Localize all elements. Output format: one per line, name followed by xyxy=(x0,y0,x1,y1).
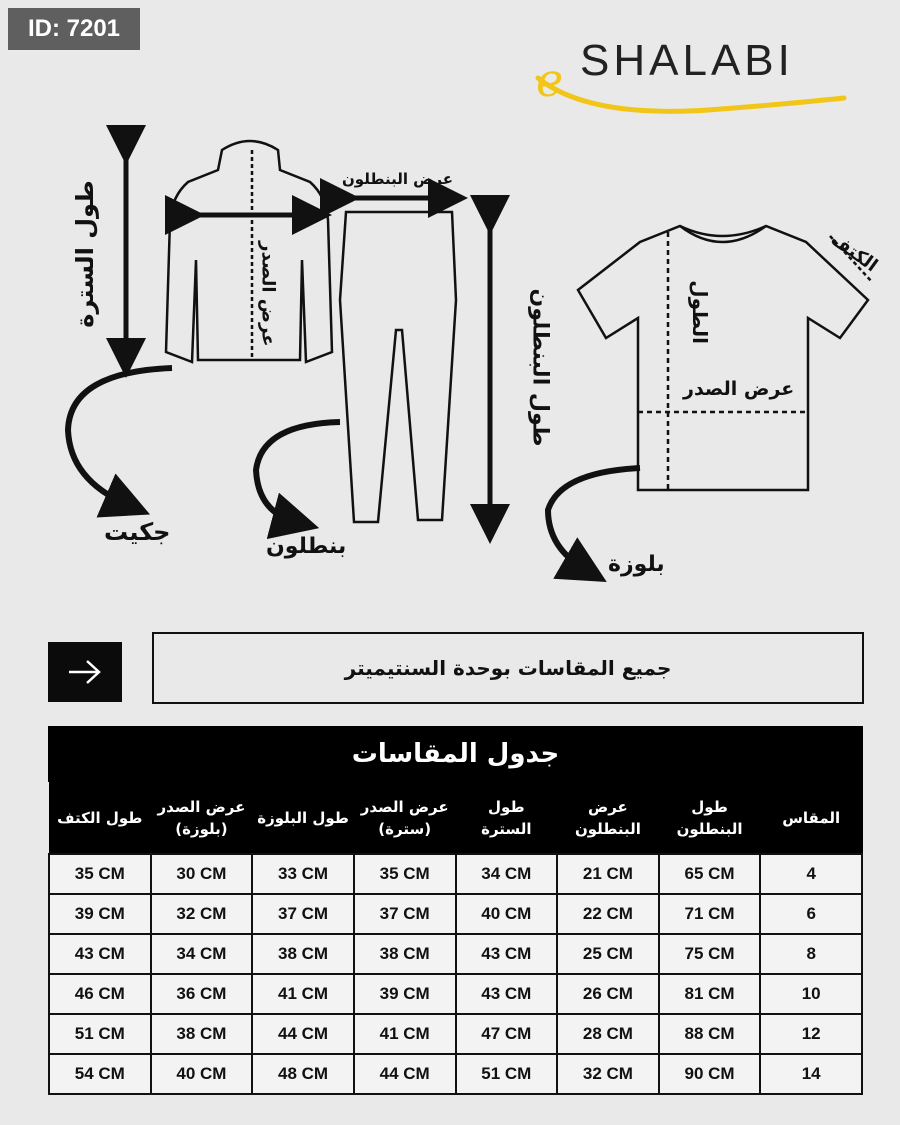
jacket-chest-label: عرض الصدر xyxy=(257,241,279,347)
table-cell: 26 CM xyxy=(557,974,659,1014)
shirt-chest-label: عرض الصدر xyxy=(683,378,795,400)
table-cell: 37 CM xyxy=(252,894,354,934)
table-cell: 30 CM xyxy=(151,854,253,894)
table-cell: 48 CM xyxy=(252,1054,354,1094)
units-note: جميع المقاسات بوحدة السنتيميتر xyxy=(152,632,864,704)
table-cell: 32 CM xyxy=(151,894,253,934)
column-header xyxy=(659,783,761,855)
column-header-line: طول البلوزة xyxy=(257,808,349,827)
shirt-name-label: بلوزة xyxy=(608,552,665,577)
table-row xyxy=(49,934,862,974)
table-row xyxy=(49,974,862,1014)
column-header-line: عرض الصدر xyxy=(360,797,449,816)
table-row xyxy=(49,1054,862,1094)
column-header-line: طول xyxy=(488,797,525,816)
table-cell: 71 CM xyxy=(659,894,761,934)
jacket-length-label: طول السترة xyxy=(71,180,99,328)
column-header-line: (سترة) xyxy=(378,820,432,838)
table-cell: 54 CM xyxy=(49,1054,151,1094)
table-row xyxy=(49,1014,862,1054)
table-cell: 21 CM xyxy=(557,854,659,894)
table-cell: 47 CM xyxy=(456,1014,558,1054)
column-header-line: عرض xyxy=(588,797,628,816)
table-cell: 38 CM xyxy=(252,934,354,974)
pants-width-label: عرض البنطلون xyxy=(342,170,453,188)
table-cell: 81 CM xyxy=(659,974,761,1014)
table-cell: 44 CM xyxy=(354,1054,456,1094)
arrow-right-icon xyxy=(48,642,122,702)
table-cell: 88 CM xyxy=(659,1014,761,1054)
column-header-line: المقاس xyxy=(782,808,841,827)
table-cell: 25 CM xyxy=(557,934,659,974)
pants-drawing xyxy=(340,212,456,522)
table-cell: 36 CM xyxy=(151,974,253,1014)
shirt-shoulder-label: الكتف xyxy=(826,228,882,277)
table-cell: 34 CM xyxy=(151,934,253,974)
table-cell: 35 CM xyxy=(49,854,151,894)
table-cell: 43 CM xyxy=(456,934,558,974)
table-cell: 41 CM xyxy=(252,974,354,1014)
table-cell: 46 CM xyxy=(49,974,151,1014)
column-header xyxy=(252,783,354,855)
table-cell: 8 xyxy=(760,934,862,974)
table-cell: 38 CM xyxy=(354,934,456,974)
column-header xyxy=(456,783,558,855)
table-cell: 14 xyxy=(760,1054,862,1094)
table-title: جدول المقاسات xyxy=(48,726,863,782)
table-cell: 41 CM xyxy=(354,1014,456,1054)
table-cell: 40 CM xyxy=(151,1054,253,1094)
table-cell: 37 CM xyxy=(354,894,456,934)
table-cell: 33 CM xyxy=(252,854,354,894)
column-header xyxy=(760,783,862,855)
table-cell: 10 xyxy=(760,974,862,1014)
table-cell: 43 CM xyxy=(49,934,151,974)
table-cell: 43 CM xyxy=(456,974,558,1014)
table-cell: 75 CM xyxy=(659,934,761,974)
table-cell: 40 CM xyxy=(456,894,558,934)
table-cell: 39 CM xyxy=(49,894,151,934)
pants-length-label: طول البنطلون xyxy=(527,288,553,447)
table-cell: 65 CM xyxy=(659,854,761,894)
column-header-line: (بلوزة) xyxy=(175,820,228,838)
table-cell: 6 xyxy=(760,894,862,934)
table-cell: 35 CM xyxy=(354,854,456,894)
table-cell: 90 CM xyxy=(659,1054,761,1094)
table-cell: 34 CM xyxy=(456,854,558,894)
table-cell: 32 CM xyxy=(557,1054,659,1094)
pants-name-label: بنطلون xyxy=(266,534,347,559)
table-cell: 44 CM xyxy=(252,1014,354,1054)
column-header xyxy=(49,783,151,855)
jacket-drawing xyxy=(166,141,332,362)
column-header-line: عرض الصدر xyxy=(157,797,246,816)
table-body xyxy=(49,854,862,1094)
table-row xyxy=(49,894,862,934)
pants-curve-arrow xyxy=(256,422,340,522)
column-header xyxy=(557,783,659,855)
table-cell: 39 CM xyxy=(354,974,456,1014)
column-header-line: السترة xyxy=(481,820,532,838)
column-header-line: طول الكتف xyxy=(57,808,143,827)
jacket-curve-arrow xyxy=(68,368,172,505)
table-cell: 28 CM xyxy=(557,1014,659,1054)
size-table xyxy=(48,726,863,1095)
table-cell: 51 CM xyxy=(49,1014,151,1054)
column-header-line: البنطلون xyxy=(574,820,641,838)
table-cell: 38 CM xyxy=(151,1014,253,1054)
brand-name: SHALABI xyxy=(580,36,794,85)
table-header-row xyxy=(49,783,862,855)
column-header xyxy=(354,783,456,855)
table-cell: 4 xyxy=(760,854,862,894)
table-cell: 12 xyxy=(760,1014,862,1054)
shirt-drawing xyxy=(578,226,872,490)
column-header-line: طول xyxy=(691,797,728,816)
shirt-length-label: الطول xyxy=(688,280,712,344)
column-header-line: البنطلون xyxy=(676,820,743,838)
table-cell: 22 CM xyxy=(557,894,659,934)
logo-e-glyph: e xyxy=(536,53,564,107)
table-cell: 51 CM xyxy=(456,1054,558,1094)
table-row xyxy=(49,854,862,894)
jacket-name-label: جكيت xyxy=(104,518,171,546)
column-header xyxy=(151,783,253,855)
id-badge: ID: 7201 xyxy=(8,8,140,50)
